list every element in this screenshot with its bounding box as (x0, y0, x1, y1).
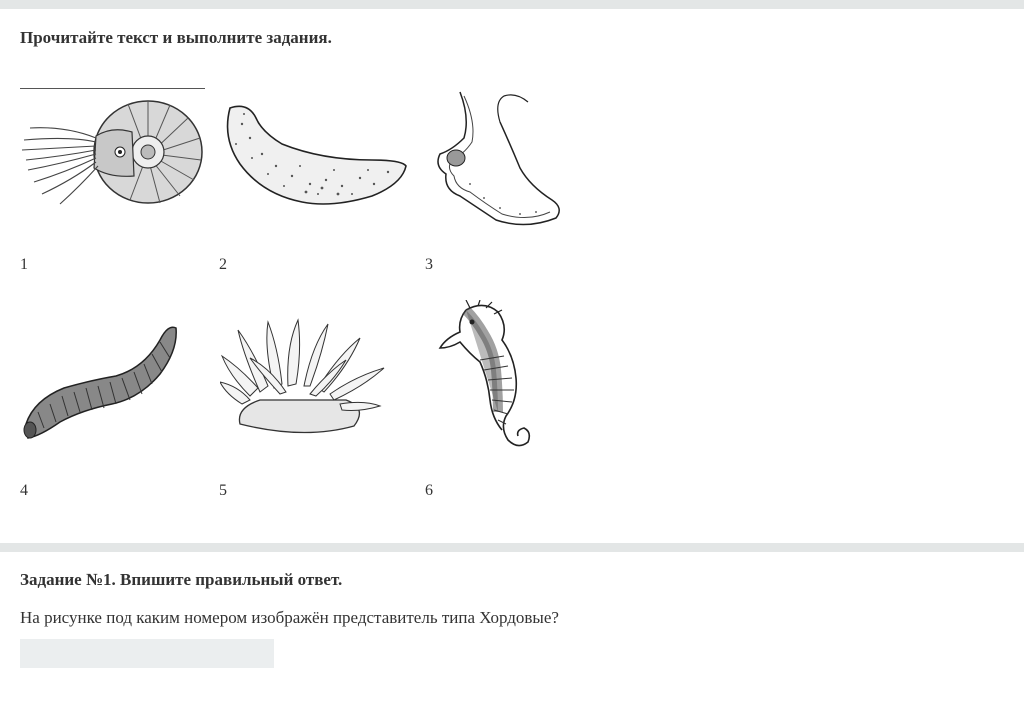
figure-6-label: 6 (425, 482, 433, 499)
trypanosoma-icon (430, 88, 566, 234)
figure-3-label: 3 (425, 256, 433, 273)
top-divider-bar (0, 0, 1024, 9)
sea-anemone-icon (220, 316, 386, 442)
flatworm-icon (222, 104, 410, 212)
seahorse-icon (436, 300, 536, 456)
figure-2-label: 2 (219, 256, 227, 273)
instruction-text: Прочитайте текст и выполните задания. (20, 28, 332, 47)
nautilus-icon (20, 96, 206, 212)
leech-icon (20, 320, 180, 444)
figure-1-nautilus (20, 96, 206, 212)
task-question: На рисунке под каким номером изображён представитель типа Хордовые? (20, 608, 559, 627)
figure-5-sea-anemone (220, 316, 386, 442)
figure-5-label: 5 (219, 482, 227, 499)
figure-4-leech (20, 320, 180, 444)
figure-3-trypanosoma (430, 88, 566, 234)
section-divider-bar (0, 543, 1024, 552)
figure-4-label: 4 (20, 482, 28, 499)
figure-1-label: 1 (20, 256, 28, 273)
figure-2-flatworm (222, 104, 410, 212)
figure-6-seahorse (436, 300, 536, 456)
horizontal-rule (20, 88, 205, 89)
answer-input[interactable] (20, 639, 274, 668)
task-title: Задание №1. Впишите правильный ответ. (20, 570, 343, 589)
